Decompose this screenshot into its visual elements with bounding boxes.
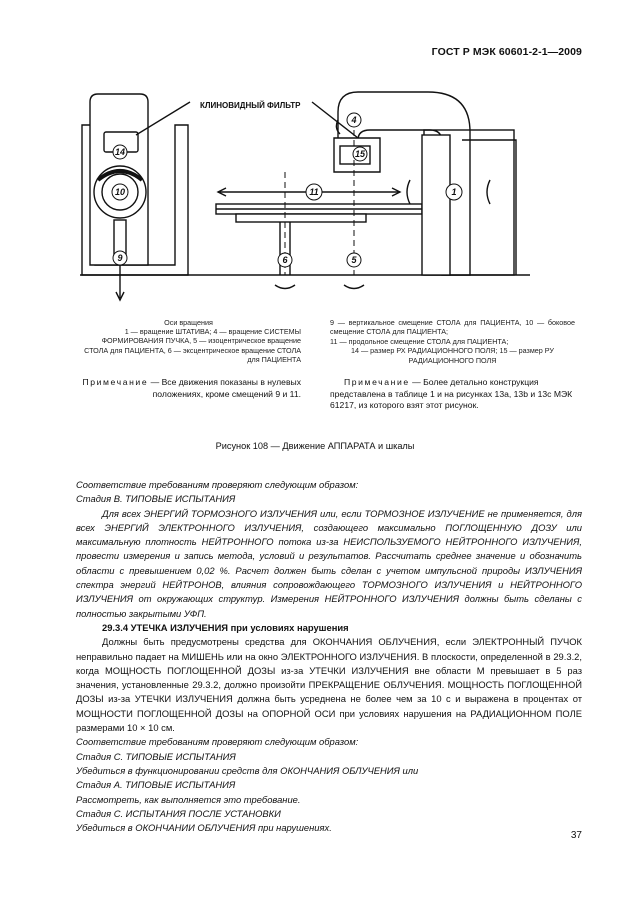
label-10: 10 [114,187,126,197]
label-1: 1 [451,187,457,197]
label-4: 4 [351,115,357,125]
label-15: 15 [354,149,366,159]
para-8: Убедиться в функционировании средств для ОКОНЧАНИЯ ОБЛУЧЕНИЯ или [76,764,419,776]
para-6: Соответствие требованиям проверяют следующим образом: [76,736,359,748]
para-12: Убедиться в ОКОНЧАНИИ ОБЛУЧЕНИЯ при нарушениях. [76,822,332,834]
caption-right-3: 14 — размер РХ РАДИАЦИОННОГО ПОЛЯ; 15 — размер РУ РАДИАЦИОННОГО ПОЛЯ [351,346,554,365]
para-5: Должны быть предусмотрены средства для ОКОНЧАНИЯ ОБЛУЧЕНИЯ, если ЭЛЕКТРОННЫЙ ПУЧОК неправильно падает на МИШЕНЬ или на окно ЭЛЕКТРОННОГО ИЗЛУЧЕНИЯ. В плоскости, определенной в 29.3.2, когда МОЩНОСТЬ ПОГЛОЩЕННОЙ ДОЗЫ из-за УТЕЧКИ ИЗЛУЧЕНИЯ вне области M превышает в 5 раз значения, установленные 29.3.2, должно произойти ПРЕКРАЩЕНИЕ ОБЛУЧЕНИЯ. МОЩНОСТЬ ПОГЛОЩЕННОЙ ДОЗЫ из-за УТЕЧКИ ИЗЛУЧЕНИЯ должна быть усреднена не более чем за 10 с и выражена в процентах от МОЩНОСТИ ПОГЛОЩЕННОЙ ДОЗЫ на ОПОРНОЙ ОСИ при условиях нарушения на РАДИАЦИОННОМ ПОЛЕ размерами 10 × 10 см. [76,636,582,734]
label-14: 14 [114,147,126,157]
para-11: Стадия С. ИСПЫТАНИЯ ПОСЛЕ УСТАНОВКИ [76,807,281,819]
para-2: Стадия В. ТИПОВЫЕ ИСПЫТАНИЯ [76,493,236,505]
figure-title: Рисунок 108 — Движение АППАРАТА и шкалы [215,441,415,451]
note-left-text: — Все движения показаны в нулевых положениях, кроме смещений 9 и 11. [148,377,301,399]
page-number: 37 [570,830,582,841]
label-9: 9 [117,253,123,263]
para-3: Для всех ЭНЕРГИЙ ТОРМОЗНОГО ИЗЛУЧЕНИЯ или, если ТОРМОЗНОЕ ИЗЛУЧЕНИЕ не применяется, для всех ЭНЕРГИЙ ЭЛЕКТРОННОГО ИЗЛУЧЕНИЯ, создающего максимально ПОГЛОЩЕННУЮ ДОЗУ или максимальную плотность НЕЙТРОННОГО потока из-за НЕИСПОЛЬЗУЕМОГО НЕЙТРОННОГО ИЗЛУЧЕНИЯ, провести измерения и запись метода, условий и результатов. Рассчитать среднее значение и обозначить области с превышением 0,02 %. Расчет должен быть сделан с учетом импульсной природы ИЗЛУЧЕНИЯ спектра энергий НЕЙТРОНОВ, влияния сопровождающего ТОРМОЗНОГО ИЗЛУЧЕНИЯ и НЕЙТРОННОГО ИЗЛУЧЕНИЯ от окружающих структур. Измерения НЕЙТРОННОГО ИЗЛУЧЕНИЯ должны быть сделаны с полностью закрытыми УФП. [76,507,582,619]
label-5: 5 [351,255,357,265]
note-right-text: — Более детально конструкция представлена в таблице 1 и на рисунках 13a, 13b и 13c МЭК 61217, из которого взят этот рисунок. [330,377,573,411]
label-11: 11 [309,187,319,197]
para-1: Соответствие требованиям проверяют следующим образом: [76,479,359,490]
caption-right-1: 9 — вертикальное смещение СТОЛА для ПАЦИЕНТА, 10 — боковое смещение СТОЛА для ПАЦИЕНТА; [330,318,575,337]
wedge-filter-label: КЛИНОВИДНЫЙ ФИЛЬТР [200,101,301,110]
para-9: Стадия А. ТИПОВЫЕ ИСПЫТАНИЯ [76,779,236,791]
label-6: 6 [282,255,288,265]
caption-title: Оси вращения [164,318,213,327]
caption-right [330,318,575,365]
apparatus-figure [70,80,570,310]
note-right-word: Примечание [344,377,410,387]
note-left [76,377,301,400]
caption-left: 1 — вращение ШТАТИВА; 4 — вращение СИСТЕМЫ ФОРМИРОВАНИЯ ПУЧКА, 5 — изоцентрическое вращение СТОЛА для ПАЦИЕНТА, 6 — эксцентрическое вращение СТОЛА для ПАЦИЕНТА [84,327,301,365]
para-10: Рассмотреть, как выполняется это требование. [76,793,301,805]
caption-right-2: 11 — продольное смещение СТОЛА для ПАЦИЕНТА; [330,336,509,346]
note-left-word: Примечание [82,377,149,387]
section-heading: 29.3.4 УТЕЧКА ИЗЛУЧЕНИЯ при условиях нарушения [102,621,349,633]
note-right [330,377,578,412]
para-7: Стадия С. ТИПОВЫЕ ИСПЫТАНИЯ [76,750,236,762]
body-text [76,478,582,835]
standard-header: ГОСТ Р МЭК 60601-2-1—2009 [431,46,582,58]
